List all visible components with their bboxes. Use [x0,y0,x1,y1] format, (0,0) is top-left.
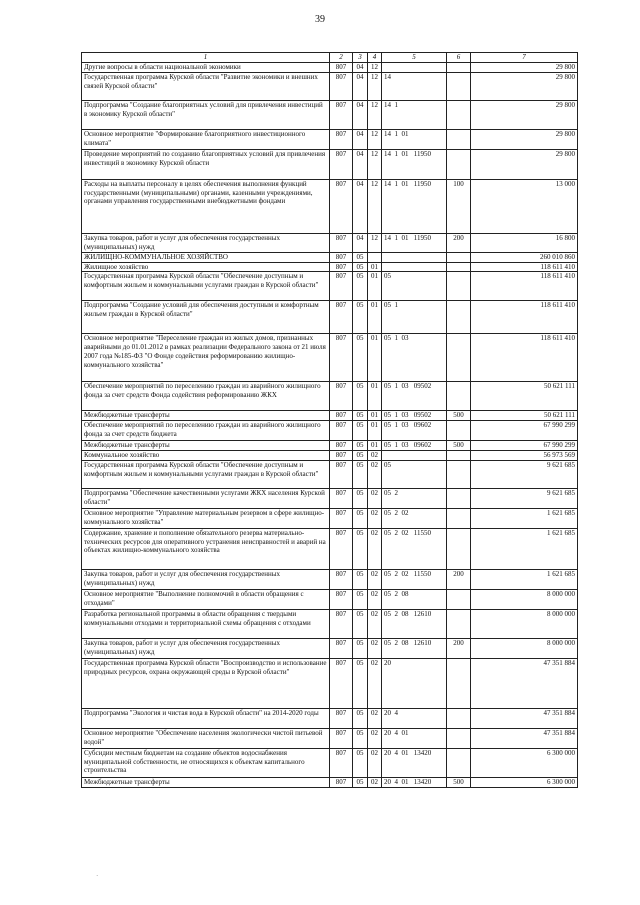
subsection-code: 02 [368,638,382,658]
subsection-code: 01 [368,421,382,441]
amount: 29 800 [471,100,578,129]
section-code: 05 [353,488,368,508]
subsection-code: 02 [368,488,382,508]
table-row [82,441,578,451]
subsection-code: 02 [368,528,382,569]
amount: 29 800 [471,149,578,179]
expense-type-code [447,748,471,777]
ministry-code: 807 [330,488,353,508]
item-name: Межбюджетные трансферты [82,411,330,421]
expense-type-code: 100 [447,179,471,233]
expense-type-code [447,609,471,638]
table-row [82,272,578,301]
subsection-code: 02 [368,748,382,777]
amount: 1 621 685 [471,528,578,569]
section-code: 05 [353,460,368,488]
ministry-code: 807 [330,72,353,100]
item-name: Основное мероприятие "Переселение граждан из жилых домов, признанных аварийными до 01.01.2012 в рамках реализации Федерального закона от 21 июля 2007 года №185-ФЗ "О Фонде содействия реформированию жилищно-коммунального хозяйства" [82,334,330,382]
amount: 6 300 000 [471,748,578,777]
page-number: 39 [315,14,325,25]
subsection-code: 12 [368,100,382,129]
amount: 118 611 410 [471,301,578,334]
target-article-code: 20 4 01 13420 [382,748,447,777]
target-article-code: 05 2 02 11550 [382,569,447,589]
ministry-code: 807 [330,569,353,589]
amount: 47 351 884 [471,728,578,748]
section-code: 05 [353,658,368,708]
expense-type-code [447,100,471,129]
subsection-code: 02 [368,708,382,728]
table-row [82,728,578,748]
item-name: Государственная программа Курской области "Обеспечение доступным и комфортным жильем и коммунальными услугами граждан в Курской области" [82,272,330,301]
amount: 29 800 [471,63,578,73]
table-row [82,528,578,569]
table-row [82,609,578,638]
table-row [82,421,578,441]
section-code: 05 [353,450,368,460]
ministry-code: 807 [330,528,353,569]
column-header: 6 [447,53,471,63]
table-row [82,450,578,460]
section-code: 05 [353,411,368,421]
section-code: 05 [353,252,368,262]
section-code: 05 [353,569,368,589]
expense-type-code [447,72,471,100]
ministry-code: 807 [330,252,353,262]
target-article-code: 20 4 01 [382,728,447,748]
amount: 67 990 299 [471,421,578,441]
table-row [82,233,578,252]
ministry-code: 807 [330,149,353,179]
section-code: 05 [353,728,368,748]
section-code: 05 [353,777,368,787]
expense-type-code: 200 [447,233,471,252]
table-row [82,262,578,272]
section-code: 05 [353,589,368,609]
target-article-code: 14 1 01 11950 [382,233,447,252]
column-header: 1 [82,53,330,63]
amount: 50 621 111 [471,382,578,411]
expense-type-code [447,63,471,73]
section-code: 04 [353,233,368,252]
expense-type-code [447,488,471,508]
item-name: Подпрограмма "Создание благоприятных условий для привлечения инвестиций в экономику Курской области" [82,100,330,129]
subsection-code: 02 [368,777,382,787]
table-row [82,708,578,728]
target-article-code: 05 [382,460,447,488]
target-article-code: 20 4 01 13420 [382,777,447,787]
section-code: 04 [353,100,368,129]
ministry-code: 807 [330,609,353,638]
table-row [82,460,578,488]
section-code: 05 [353,334,368,382]
column-header: 5 [382,53,447,63]
subsection-code: 02 [368,658,382,708]
item-name: Разработка региональной программы в области обращения с твердыми коммунальными отходами и территориальной схемы обращения с отходами [82,609,330,638]
ministry-code: 807 [330,450,353,460]
item-name: Субсидии местным бюджетам на создание объектов водоснабжения муниципальной собственности, не относящихся к объектам капитального строительства [82,748,330,777]
subsection-code: 01 [368,334,382,382]
target-article-code: 14 1 01 11950 [382,179,447,233]
table-row [82,488,578,508]
item-name: Обеспечение мероприятий по переселению граждан из аварийного жилищного фонда за счет средств Фонда содействия реформированию ЖКХ [82,382,330,411]
target-article-code: 05 1 03 09502 [382,411,447,421]
item-name: Проведение мероприятий по созданию благоприятных условий для привлечения инвестиций в экономику Курской области [82,149,330,179]
subsection-code: 01 [368,272,382,301]
section-code: 05 [353,262,368,272]
subsection-code: 02 [368,609,382,638]
item-name: ЖИЛИЩНО-КОММУНАЛЬНОЕ ХОЗЯЙСТВО [82,252,330,262]
table-row [82,129,578,149]
subsection-code: 12 [368,72,382,100]
table-row [82,508,578,528]
table-row [82,658,578,708]
expense-type-code [447,421,471,441]
amount: 13 000 [471,179,578,233]
ministry-code: 807 [330,421,353,441]
subsection-code: 02 [368,450,382,460]
subsection-code: 02 [368,589,382,609]
section-code: 05 [353,441,368,451]
table-row [82,72,578,100]
amount: 8 000 000 [471,638,578,658]
target-article-code: 05 1 03 09602 [382,421,447,441]
item-name: Основное мероприятие "Управление материальным резервом в сфере жилищно-коммунального хозяйства" [82,508,330,528]
expense-type-code [447,262,471,272]
ministry-code: 807 [330,460,353,488]
target-article-code [382,262,447,272]
table-row [82,569,578,589]
item-name: Государственная программа Курской области "Воспроизводство и использование природных ресурсов, охрана окружающей среды в Курской области" [82,658,330,708]
item-name: Другие вопросы в области национальной экономики [82,63,330,73]
subsection-code: 01 [368,301,382,334]
item-name: Межбюджетные трансферты [82,777,330,787]
ministry-code: 807 [330,382,353,411]
target-article-code: 05 1 03 [382,334,447,382]
subsection-code: 01 [368,262,382,272]
ministry-code: 807 [330,658,353,708]
expense-type-code: 500 [447,411,471,421]
target-article-code: 05 2 08 12610 [382,609,447,638]
subsection-code: 02 [368,569,382,589]
subsection-code: 12 [368,63,382,73]
subsection-code: 01 [368,441,382,451]
expense-type-code: 500 [447,777,471,787]
table-row [82,100,578,129]
expense-type-code [447,334,471,382]
table-row [82,748,578,777]
target-article-code [382,450,447,460]
item-name: Закупка товаров, работ и услуг для обеспечения государственных (муниципальных) нужд [82,638,330,658]
expense-type-code [447,528,471,569]
table-row [82,382,578,411]
item-name: Жилищное хозяйство [82,262,330,272]
item-name: Основное мероприятие "Обеспечение населения экологически чистой питьевой водой" [82,728,330,748]
table-row [82,334,578,382]
table-row [82,411,578,421]
expense-type-code [447,460,471,488]
column-header: 3 [353,53,368,63]
item-name: Государственная программа Курской области "Развитие экономики и внешних связей Курской области" [82,72,330,100]
column-header: 7 [471,53,578,63]
column-number-row [82,53,578,63]
target-article-code: 05 2 02 11550 [382,528,447,569]
ministry-code: 807 [330,708,353,728]
target-article-code: 05 2 08 12610 [382,638,447,658]
subsection-code [368,252,382,262]
amount: 29 800 [471,72,578,100]
subsection-code: 01 [368,411,382,421]
target-article-code: 05 2 [382,488,447,508]
amount: 260 010 860 [471,252,578,262]
subsection-code: 02 [368,460,382,488]
subsection-code: 02 [368,728,382,748]
target-article-code: 14 1 01 [382,129,447,149]
expense-type-code: 500 [447,441,471,451]
ministry-code: 807 [330,301,353,334]
expense-type-code [447,589,471,609]
item-name: Закупка товаров, работ и услуг для обеспечения государственных (муниципальных) нужд [82,569,330,589]
expense-type-code: 200 [447,638,471,658]
item-name: Расходы на выплаты персоналу в целях обеспечения выполнения функций государственными (муниципальными) органами, казенными учреждениями, органами управления государственными внебюджетными фондами [82,179,330,233]
amount: 50 621 111 [471,411,578,421]
table-row [82,149,578,179]
budget-table [81,52,578,788]
ministry-code: 807 [330,508,353,528]
target-article-code: 14 1 [382,100,447,129]
expense-type-code [447,708,471,728]
column-header: 4 [368,53,382,63]
amount: 8 000 000 [471,589,578,609]
ministry-code: 807 [330,411,353,421]
expense-type-code [447,658,471,708]
ministry-code: 807 [330,589,353,609]
amount: 118 611 410 [471,272,578,301]
section-code: 04 [353,129,368,149]
table-row [82,63,578,73]
table-row [82,777,578,787]
ministry-code: 807 [330,262,353,272]
item-name: Основное мероприятие "Формирование благоприятного инвестиционного климата" [82,129,330,149]
item-name: Подпрограмма "Экология и чистая вода в Курской области" на 2014-2020 годы [82,708,330,728]
expense-type-code [447,301,471,334]
section-code: 05 [353,272,368,301]
subsection-code: 12 [368,149,382,179]
section-code: 04 [353,179,368,233]
ministry-code: 807 [330,334,353,382]
budget-table-body [82,63,578,788]
amount: 67 990 299 [471,441,578,451]
subsection-code: 12 [368,233,382,252]
section-code: 04 [353,149,368,179]
amount: 9 621 685 [471,460,578,488]
expense-type-code [447,508,471,528]
ministry-code: 807 [330,638,353,658]
amount: 47 351 884 [471,658,578,708]
amount: 29 800 [471,129,578,149]
target-article-code: 05 1 03 09602 [382,441,447,451]
ministry-code: 807 [330,272,353,301]
target-article-code: 14 1 01 11950 [382,149,447,179]
target-article-code: 20 [382,658,447,708]
expense-type-code: 200 [447,569,471,589]
section-code: 05 [353,508,368,528]
target-article-code [382,63,447,73]
section-code: 05 [353,708,368,728]
target-article-code: 14 [382,72,447,100]
ministry-code: 807 [330,233,353,252]
table-row [82,252,578,262]
section-code: 05 [353,421,368,441]
item-name: Межбюджетные трансферты [82,441,330,451]
amount: 118 611 410 [471,334,578,382]
item-name: Обеспечение мероприятий по переселению граждан из аварийного жилищного фонда за счет средств бюджета [82,421,330,441]
ministry-code: 807 [330,100,353,129]
ministry-code: 807 [330,63,353,73]
section-code: 05 [353,638,368,658]
amount: 8 000 000 [471,609,578,638]
expense-type-code [447,149,471,179]
target-article-code: 20 4 [382,708,447,728]
target-article-code: 05 1 [382,301,447,334]
amount: 47 351 884 [471,708,578,728]
item-name: Содержание, хранение и пополнение обязательного резерва материально-технических ресурсов для оперативного устранения неисправностей и аварий на объектах жилищно-коммунального хозяйства [82,528,330,569]
section-code: 05 [353,748,368,777]
target-article-code: 05 [382,272,447,301]
subsection-code: 12 [368,179,382,233]
section-code: 05 [353,382,368,411]
table-row [82,589,578,609]
expense-type-code [447,450,471,460]
ministry-code: 807 [330,129,353,149]
subsection-code: 02 [368,508,382,528]
subsection-code: 01 [368,382,382,411]
stray-mark: · [96,872,99,880]
amount: 118 611 410 [471,262,578,272]
target-article-code: 05 1 03 09502 [382,382,447,411]
amount: 16 800 [471,233,578,252]
table-row [82,301,578,334]
item-name: Коммунальное хозяйство [82,450,330,460]
column-header: 2 [330,53,353,63]
item-name: Подпрограмма "Создание условий для обеспечения доступным и комфортным жильем граждан в Курской области" [82,301,330,334]
table-row [82,638,578,658]
expense-type-code [447,382,471,411]
section-code: 05 [353,301,368,334]
section-code: 04 [353,72,368,100]
ministry-code: 807 [330,441,353,451]
item-name: Государственная программа Курской области "Обеспечение доступным и комфортным жильем и коммунальными услугами граждан в Курской области" [82,460,330,488]
ministry-code: 807 [330,179,353,233]
target-article-code [382,252,447,262]
item-name: Основное мероприятие "Выполнение полномочий в области обращения с отходами" [82,589,330,609]
amount: 56 973 569 [471,450,578,460]
section-code: 05 [353,528,368,569]
ministry-code: 807 [330,777,353,787]
section-code: 05 [353,609,368,638]
expense-type-code [447,252,471,262]
expense-type-code [447,728,471,748]
amount: 1 621 685 [471,508,578,528]
table-row [82,179,578,233]
subsection-code: 12 [368,129,382,149]
section-code: 04 [353,63,368,73]
expense-type-code [447,272,471,301]
target-article-code: 05 2 02 [382,508,447,528]
amount: 9 621 685 [471,488,578,508]
ministry-code: 807 [330,728,353,748]
amount: 6 300 000 [471,777,578,787]
amount: 1 621 685 [471,569,578,589]
ministry-code: 807 [330,748,353,777]
target-article-code: 05 2 08 [382,589,447,609]
item-name: Закупка товаров, работ и услуг для обеспечения государственных (муниципальных) нужд [82,233,330,252]
expense-type-code [447,129,471,149]
item-name: Подпрограмма "Обеспечение качественными услугами ЖКХ населения Курской области" [82,488,330,508]
